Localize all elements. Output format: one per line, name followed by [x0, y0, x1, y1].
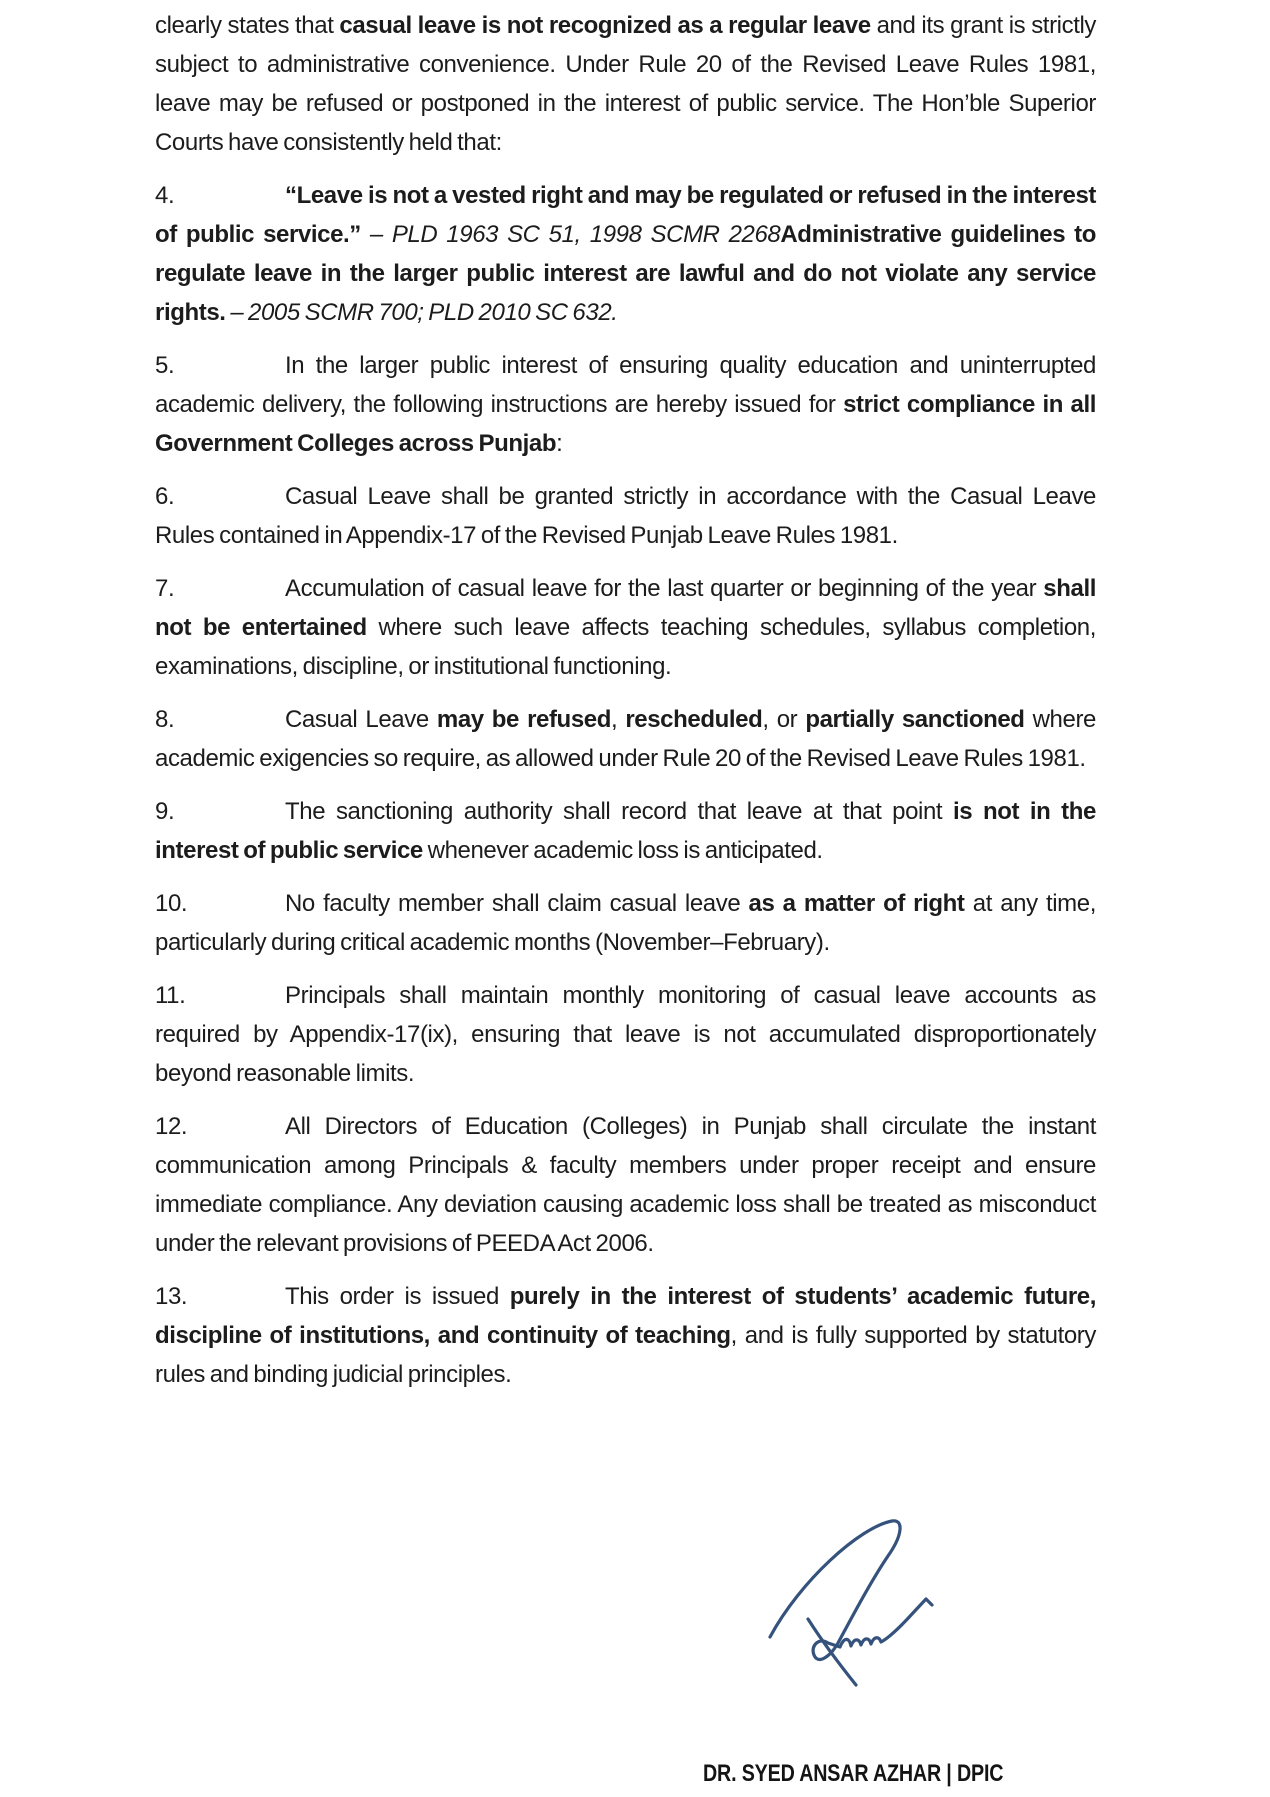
text-run: “Leave is not a vested right and may be regulated or refused in the interest of public service.” [155, 182, 1096, 248]
text-run: In the larger public interest of ensuring quality education and uninterrupted academic delivery, the following instructions are hereby issued for [155, 352, 1096, 418]
document-body [155, 6, 1096, 1408]
text-run: The sanctioning authority shall record that leave at that point [285, 798, 953, 825]
paragraph [155, 700, 1096, 778]
handwritten-signature-icon [762, 1515, 962, 1690]
paragraph-number: 8. [155, 706, 175, 733]
paragraph-number: 7. [155, 575, 175, 602]
signatory-name: DR. SYED ANSAR AZHAR | DPIC [703, 1760, 1004, 1787]
text-run: All Directors of Education (Colleges) in Punjab shall circulate the instant communication among Principals & faculty members under proper receipt and ensure immediate compliance. Any deviation causing academic loss shall be treated as misconduct under the relevant provisions of PEEDA Act 2006. [155, 1113, 1096, 1257]
text-run: , or [762, 706, 806, 733]
text-run: This order is issued [285, 1283, 510, 1310]
paragraph-number: 10. [155, 890, 188, 917]
paragraph [155, 1277, 1096, 1394]
text-run: , [610, 706, 626, 733]
text-run: , and is fully supported by statutory rules and binding judicial principles. [155, 1322, 1096, 1388]
text-run: Administrative guidelines to regulate leave in the larger public interest are lawful and do not violate any service rights. [155, 221, 1096, 326]
text-run: Accumulation of casual leave for the last quarter or beginning of the year [285, 575, 1044, 602]
paragraph [155, 346, 1096, 463]
paragraph [155, 176, 1096, 332]
text-run: purely in the interest of students’ academic future, discipline of institutions, and continuity of teaching [155, 1283, 1096, 1349]
text-run: casual leave is not recognized as a regular leave [339, 12, 871, 39]
text-run: where such leave affects teaching schedules, syllabus completion, examinations, discipline, or institutional functioning. [155, 614, 1096, 680]
text-run: partially sanctioned [805, 706, 1025, 733]
paragraph [155, 976, 1096, 1093]
paragraph [155, 477, 1096, 555]
paragraph [155, 884, 1096, 962]
text-run: as a matter of right [748, 890, 965, 917]
signature-stroke-flourish [770, 1521, 932, 1660]
text-run: Casual Leave shall be granted strictly in accordance with the Casual Leave Rules contained in Appendix-17 of the Revised Punjab Leave Rules 1981. [155, 483, 1096, 549]
text-run: is not in the interest of public service [155, 798, 1096, 864]
text-run: and its grant is strictly subject to administrative convenience. Under Rule 20 of the Revised Leave Rules 1981, leave may be refused or postponed in the interest of public service. The Hon’ble Superior Courts have consistently held that: [155, 12, 1096, 156]
text-run: at any time, particularly during critical academic months (November–February). [155, 890, 1096, 956]
text-run: whenever academic loss is anticipated. [422, 837, 823, 864]
text-run: rescheduled [625, 706, 763, 733]
text-run: where academic exigencies so require, as allowed under Rule 20 of the Revised Leave Rules 1981. [155, 706, 1096, 772]
text-run: shall not be entertained [155, 575, 1096, 641]
signature-stroke-tail [808, 1619, 856, 1685]
text-run: strict compliance in all Government Colleges across Punjab [155, 391, 1096, 457]
text-run: may be refused [436, 706, 611, 733]
paragraph-number: 5. [155, 352, 175, 379]
text-run: Casual Leave [285, 706, 437, 733]
text-run: No faculty member shall claim casual leave [285, 890, 749, 917]
paragraph [155, 1107, 1096, 1263]
text-run: : [556, 430, 563, 457]
paragraph [155, 6, 1096, 162]
paragraph [155, 792, 1096, 870]
text-run: – 2005 SCMR 700; PLD 2010 SC 632. [225, 299, 618, 326]
text-run: – PLD 1963 SC 51, 1998 SCMR 2268 [360, 221, 781, 248]
paragraph-number: 12. [155, 1113, 188, 1140]
text-run: Principals shall maintain monthly monitoring of casual leave accounts as required by Appendix-17(ix), ensuring that leave is not accumulated disproportionately beyond reasonable limits. [155, 982, 1096, 1087]
paragraph-number: 4. [155, 182, 175, 209]
text-run: clearly states that [155, 12, 340, 39]
paragraph-number: 11. [155, 982, 186, 1009]
paragraph [155, 569, 1096, 686]
paragraph-number: 13. [155, 1283, 188, 1310]
paragraph-number: 9. [155, 798, 175, 825]
paragraph-number: 6. [155, 483, 175, 510]
